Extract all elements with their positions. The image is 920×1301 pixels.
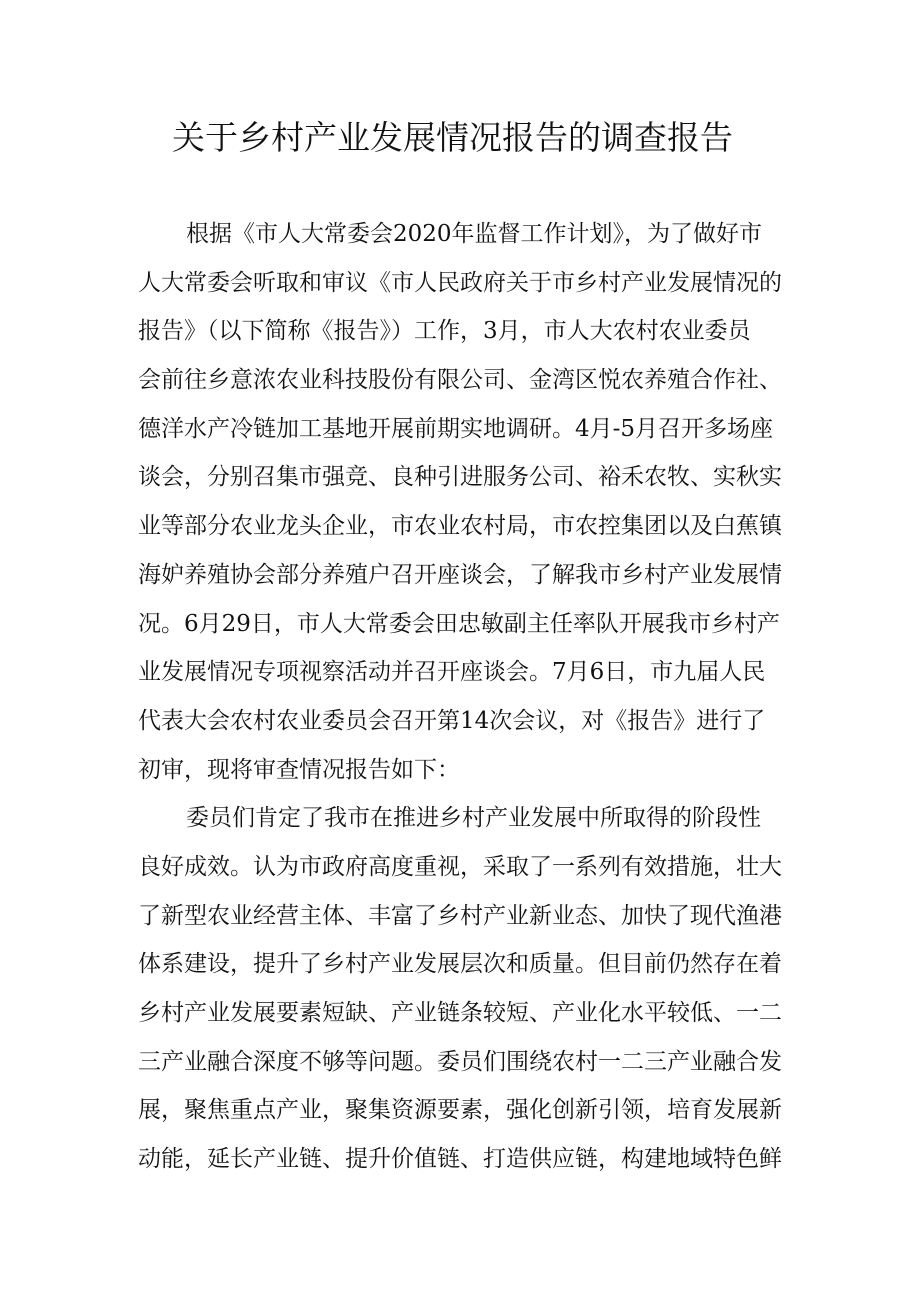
- text-line: 乡村产业发展要素短缺、产业链条较短、产业化水平较低、一二: [138, 1000, 782, 1026]
- text-line: 代表大会农村农业委员会召开第14次会议，对《报告》进行了: [138, 707, 766, 734]
- text-line: 三产业融合深度不够等问题。委员们围绕农村一二三产业融合发: [138, 1048, 782, 1075]
- paragraph-1: [138, 210, 798, 794]
- text-line: 报告》（以下简称《报告》）工作，3月，市人大农村农业委员: [138, 318, 751, 345]
- text-line: 业发展情况专项视察活动并召开座谈会。7月6日，市九届人民: [138, 659, 766, 686]
- text-line: 展，聚焦重点产业，聚集资源要素，强化创新引领，培育发展新: [138, 1097, 782, 1124]
- text-line: 了新型农业经营主体、丰富了乡村产业新业态、加快了现代渔港: [138, 902, 782, 929]
- text-line: 委员们肯定了我市在推进乡村产业发展中所取得的阶段性: [186, 805, 761, 832]
- text-line: 会前往乡意浓农业科技股份有限公司、金湾区悦农养殖合作社、: [138, 367, 782, 394]
- text-line: 谈会，分别召集市强竞、良种引进服务公司、裕禾农牧、实秋实: [138, 464, 782, 491]
- text-line: 良好成效。认为市政府高度重视，采取了一系列有效措施，壮大: [138, 853, 782, 880]
- document-title: 关于乡村产业发展情况报告的调查报告: [172, 118, 733, 157]
- text-line: 初审，现将审查情况报告如下：: [138, 756, 460, 783]
- text-line: 德洋水产冷链加工基地开展前期实地调研。4月-5月召开多场座: [138, 415, 774, 442]
- document-body: [138, 210, 798, 1184]
- paragraph-2: [138, 794, 798, 1184]
- text-line: 体系建设，提升了乡村产业发展层次和质量。但目前仍然存在着: [138, 951, 782, 978]
- text-line: 动能，延长产业链、提升价值链、打造供应链，构建地域特色鲜: [138, 1146, 782, 1173]
- text-line: 况。6月29日，市人大常委会田忠敏副主任率队开展我市乡村产: [138, 610, 780, 637]
- text-line: 人大常委会听取和审议《市人民政府关于市乡村产业发展情况的: [138, 269, 782, 296]
- text-line: 业等部分农业龙头企业，市农业农村局，市农控集团以及白蕉镇: [138, 513, 782, 540]
- text-line: 根据《市人大常委会2020年监督工作计划》，为了做好市: [186, 221, 763, 247]
- text-line: 海妒养殖协会部分养殖户召开座谈会，了解我市乡村产业发展情: [138, 561, 782, 588]
